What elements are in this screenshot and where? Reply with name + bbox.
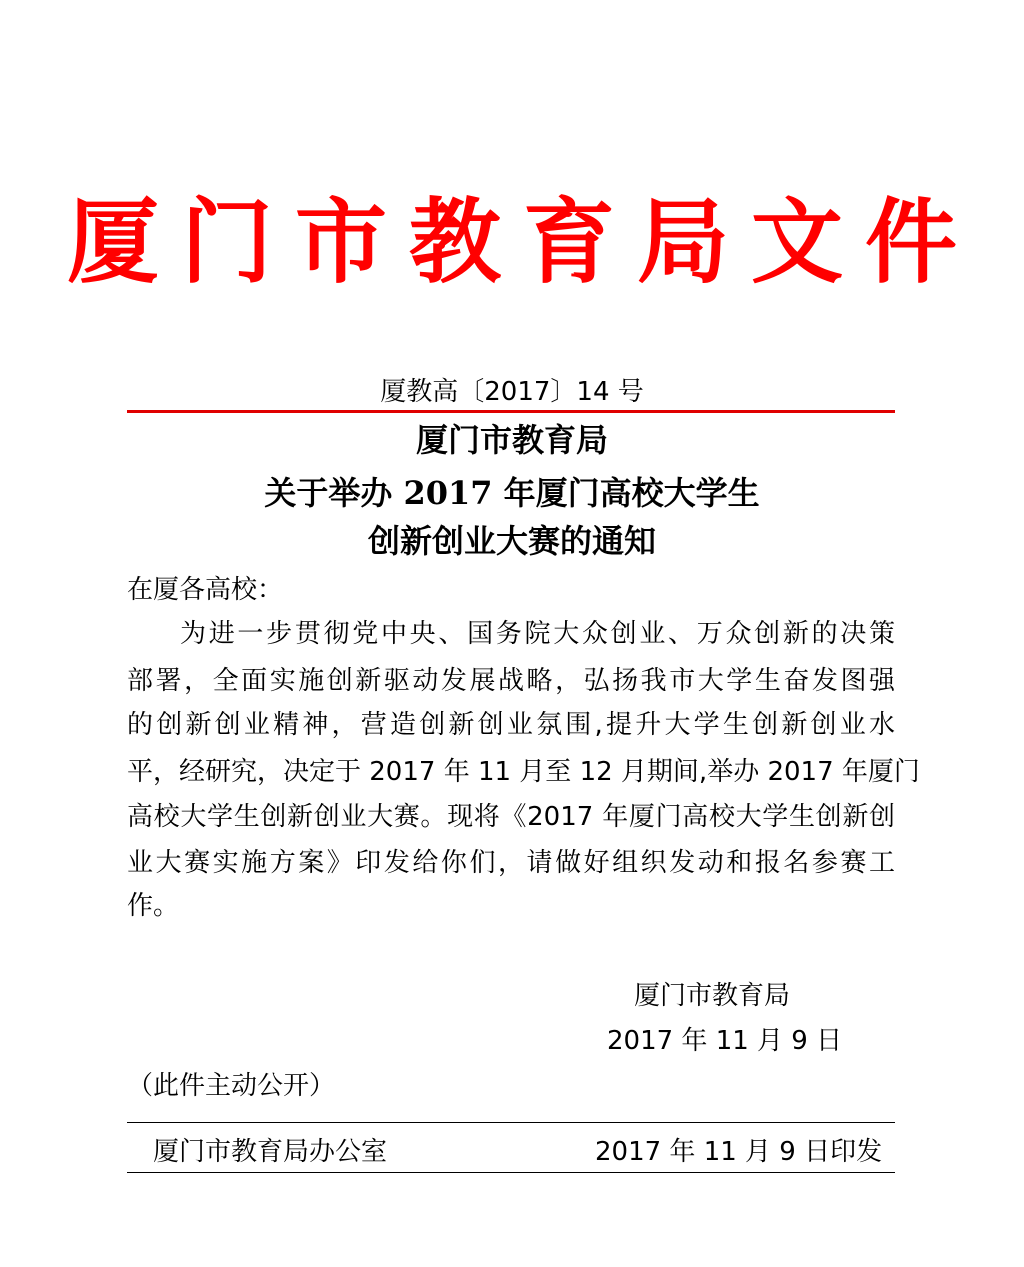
signature-issuer: 厦门市教育局 [634, 981, 791, 1011]
body-paragraph-line: 作。 [127, 891, 180, 921]
footer-print-date: 2017 年 11 月 9 日印发 [595, 1137, 883, 1167]
public-disclosure-note: （此件主动公开） [127, 1071, 336, 1101]
signature-date: 2017 年 11 月 9 日 [607, 1026, 843, 1056]
body-paragraph-line: 为进一步贯彻党中央、国务院大众创业、万众创新的决策 [180, 619, 895, 649]
salutation: 在厦各高校： [127, 575, 284, 605]
footer-top-rule [127, 1122, 895, 1123]
notice-title-line-2: 关于举办 2017 年厦门高校大学生 [264, 474, 760, 512]
footer-issuing-office: 厦门市教育局办公室 [153, 1137, 388, 1167]
body-paragraph-line: 高校大学生创新创业大赛。现将《2017 年厦门高校大学生创新创 [127, 802, 895, 832]
body-paragraph-line: 部署，全面实施创新驱动发展战略，弘扬我市大学生奋发图强 [127, 666, 895, 696]
body-paragraph-line: 的创新创业精神，营造创新创业氛围,提升大学生创新创业水 [127, 710, 895, 740]
body-paragraph-line: 平，经研究，决定于 2017 年 11 月至 12 月期间,举办 2017 年厦门 [127, 757, 920, 787]
red-separator-rule [127, 410, 895, 413]
notice-title-line-3: 创新创业大赛的通知 [367, 522, 656, 560]
document-header-title: 厦门市教育局文件 [66, 189, 979, 296]
body-paragraph-line: 业大赛实施方案》印发给你们，请做好组织发动和报名参赛工 [127, 848, 895, 878]
document-number: 厦教高〔2017〕14 号 [380, 377, 644, 407]
footer-bottom-rule [127, 1172, 895, 1173]
notice-title-line-1: 厦门市教育局 [415, 421, 608, 459]
